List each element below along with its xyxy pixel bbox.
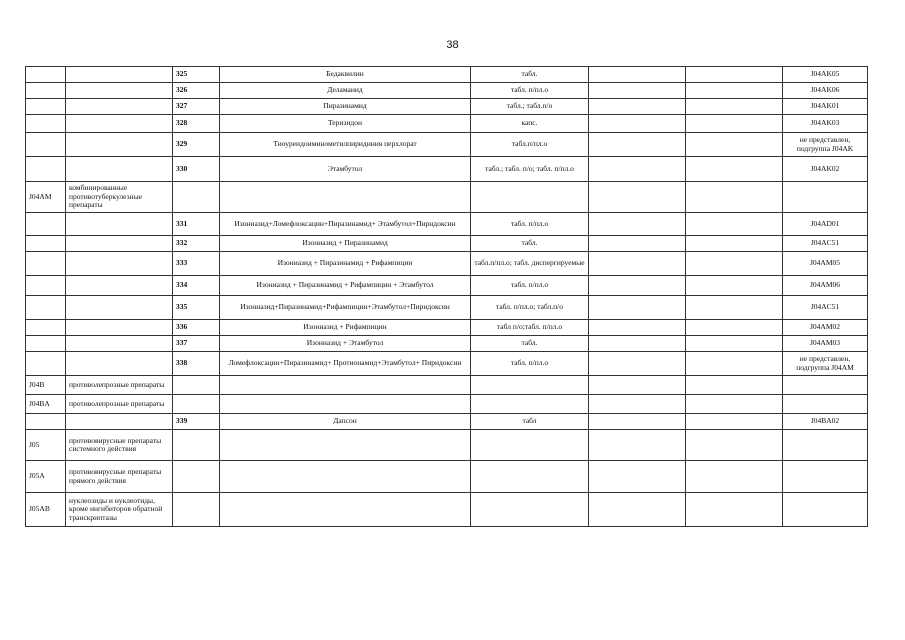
cell-name xyxy=(220,461,471,493)
cell-empty xyxy=(589,157,686,182)
cell-group xyxy=(66,133,173,157)
table-row xyxy=(26,157,868,182)
cell-group xyxy=(66,115,173,133)
cell-empty xyxy=(686,83,783,99)
table-row xyxy=(26,493,868,527)
cell-form: табл.п/пл.о; табл. диспергируемые xyxy=(471,252,589,276)
cell-code xyxy=(26,276,66,296)
cell-group xyxy=(66,276,173,296)
cell-form: табл. п/пл.о xyxy=(471,276,589,296)
cell-code xyxy=(26,252,66,276)
table-row xyxy=(26,133,868,157)
cell-name xyxy=(220,493,471,527)
cell-group xyxy=(66,236,173,252)
cell-code xyxy=(26,157,66,182)
cell-code xyxy=(26,99,66,115)
cell-empty xyxy=(686,320,783,336)
cell-form: капс. xyxy=(471,115,589,133)
cell-empty xyxy=(686,336,783,352)
cell-empty xyxy=(589,395,686,414)
cell-num: 338 xyxy=(173,352,220,376)
cell-code: J04AM xyxy=(26,182,66,213)
cell-atc xyxy=(783,493,868,527)
cell-group: нуклеозиды и нуклеотиды, кроме ингибиторов обратной транскриптазы xyxy=(66,493,173,527)
cell-name: Изониазид + Пиразинамид + Рифампицин + Этамбутол xyxy=(220,276,471,296)
cell-atc: J04AM03 xyxy=(783,336,868,352)
cell-empty xyxy=(589,276,686,296)
cell-name: Ломефлоксацин+Пиразинамид+ Протионамид+Этамбутол+ Пиридоксин xyxy=(220,352,471,376)
cell-atc: не представлен, подгруппа J04AK xyxy=(783,133,868,157)
cell-form xyxy=(471,182,589,213)
cell-form: табл. xyxy=(471,67,589,83)
cell-empty xyxy=(589,352,686,376)
cell-group xyxy=(66,157,173,182)
cell-code: J04BA xyxy=(26,395,66,414)
cell-code: J04B xyxy=(26,376,66,395)
cell-empty xyxy=(686,115,783,133)
cell-num xyxy=(173,182,220,213)
table-row xyxy=(26,67,868,83)
cell-form: табл. п/пл.о; табл.п/о xyxy=(471,296,589,320)
cell-group xyxy=(66,296,173,320)
table-row xyxy=(26,236,868,252)
cell-group xyxy=(66,213,173,236)
cell-empty xyxy=(589,493,686,527)
cell-name: Изониазид + Этамбутол xyxy=(220,336,471,352)
table-row xyxy=(26,83,868,99)
cell-num xyxy=(173,395,220,414)
cell-atc: J04AM05 xyxy=(783,252,868,276)
table-row xyxy=(26,276,868,296)
cell-atc: J04BA02 xyxy=(783,414,868,430)
cell-code xyxy=(26,336,66,352)
cell-group: комбинированные противотуберкулезные препараты xyxy=(66,182,173,213)
cell-empty xyxy=(686,99,783,115)
cell-num: 326 xyxy=(173,83,220,99)
cell-empty xyxy=(589,67,686,83)
cell-num: 325 xyxy=(173,67,220,83)
cell-num: 328 xyxy=(173,115,220,133)
cell-empty xyxy=(589,414,686,430)
cell-name: Бедаквилин xyxy=(220,67,471,83)
cell-code xyxy=(26,213,66,236)
cell-empty xyxy=(589,430,686,461)
cell-num: 336 xyxy=(173,320,220,336)
cell-form xyxy=(471,395,589,414)
cell-atc xyxy=(783,182,868,213)
cell-name: Изониазид + Пиразинамид xyxy=(220,236,471,252)
cell-empty xyxy=(686,376,783,395)
cell-empty xyxy=(686,493,783,527)
cell-atc: J04AM06 xyxy=(783,276,868,296)
cell-group: противолепрозные препараты xyxy=(66,376,173,395)
cell-group xyxy=(66,252,173,276)
table-row xyxy=(26,213,868,236)
cell-code xyxy=(26,115,66,133)
cell-name: Дапсон xyxy=(220,414,471,430)
cell-empty xyxy=(686,414,783,430)
table-row xyxy=(26,115,868,133)
cell-form: табл.; табл.п/о xyxy=(471,99,589,115)
cell-empty xyxy=(589,115,686,133)
cell-form: табл. п/пл.о xyxy=(471,352,589,376)
cell-atc: J04AK03 xyxy=(783,115,868,133)
table-row xyxy=(26,395,868,414)
cell-num: 335 xyxy=(173,296,220,320)
cell-group: противолепрозные препараты xyxy=(66,395,173,414)
cell-empty xyxy=(686,157,783,182)
cell-num: 331 xyxy=(173,213,220,236)
cell-num: 339 xyxy=(173,414,220,430)
cell-atc xyxy=(783,395,868,414)
table-row xyxy=(26,99,868,115)
cell-empty xyxy=(589,213,686,236)
cell-atc: J04AK06 xyxy=(783,83,868,99)
cell-atc: J04AC51 xyxy=(783,236,868,252)
cell-group xyxy=(66,83,173,99)
cell-atc xyxy=(783,430,868,461)
cell-group xyxy=(66,352,173,376)
cell-name: Пиразинамид xyxy=(220,99,471,115)
table-row xyxy=(26,252,868,276)
cell-num xyxy=(173,376,220,395)
cell-num xyxy=(173,430,220,461)
cell-num: 334 xyxy=(173,276,220,296)
cell-empty xyxy=(589,376,686,395)
table-row xyxy=(26,376,868,395)
cell-name: Изониазид+Пиразинамид+Рифампицин+Этамбутол+Пиридоксин xyxy=(220,296,471,320)
cell-name xyxy=(220,182,471,213)
cell-group: противовирусные препараты прямого действия xyxy=(66,461,173,493)
cell-empty xyxy=(589,182,686,213)
cell-empty xyxy=(589,83,686,99)
cell-name: Изониазид+Ломефлоксацин+Пиразинамид+ Этамбутол+Пиридоксин xyxy=(220,213,471,236)
cell-form xyxy=(471,430,589,461)
cell-atc: J04AM02 xyxy=(783,320,868,336)
cell-num: 329 xyxy=(173,133,220,157)
cell-empty xyxy=(589,99,686,115)
cell-name: Теризидон xyxy=(220,115,471,133)
cell-empty xyxy=(686,276,783,296)
cell-atc: J04AC51 xyxy=(783,296,868,320)
cell-code xyxy=(26,83,66,99)
cell-empty xyxy=(686,352,783,376)
cell-code: J05AB xyxy=(26,493,66,527)
cell-name: Деламанид xyxy=(220,83,471,99)
cell-empty xyxy=(686,430,783,461)
cell-code xyxy=(26,320,66,336)
cell-num: 330 xyxy=(173,157,220,182)
cell-empty xyxy=(589,133,686,157)
cell-group xyxy=(66,67,173,83)
cell-code xyxy=(26,296,66,320)
cell-empty xyxy=(589,320,686,336)
cell-name xyxy=(220,395,471,414)
cell-group xyxy=(66,336,173,352)
cell-group xyxy=(66,320,173,336)
cell-code: J05A xyxy=(26,461,66,493)
table-row xyxy=(26,336,868,352)
cell-name xyxy=(220,376,471,395)
cell-empty xyxy=(686,461,783,493)
cell-code xyxy=(26,67,66,83)
cell-form xyxy=(471,461,589,493)
cell-name xyxy=(220,430,471,461)
cell-code xyxy=(26,236,66,252)
cell-form: табл.п/пл.о xyxy=(471,133,589,157)
cell-empty xyxy=(589,336,686,352)
cell-atc xyxy=(783,461,868,493)
cell-empty xyxy=(589,252,686,276)
cell-empty xyxy=(686,67,783,83)
cell-empty xyxy=(686,252,783,276)
cell-empty xyxy=(686,182,783,213)
cell-atc: J04AK05 xyxy=(783,67,868,83)
cell-empty xyxy=(589,461,686,493)
table-row xyxy=(26,320,868,336)
table-row xyxy=(26,296,868,320)
cell-num xyxy=(173,461,220,493)
cell-name: Этамбутол xyxy=(220,157,471,182)
cell-empty xyxy=(686,236,783,252)
cell-atc: J04AK01 xyxy=(783,99,868,115)
cell-num xyxy=(173,493,220,527)
cell-atc xyxy=(783,376,868,395)
cell-empty xyxy=(686,395,783,414)
cell-empty xyxy=(686,133,783,157)
cell-atc: J04AD01 xyxy=(783,213,868,236)
cell-name: Изониазид + Пиразинамид + Рифампицин xyxy=(220,252,471,276)
cell-code xyxy=(26,352,66,376)
cell-empty xyxy=(686,296,783,320)
cell-form: табл xyxy=(471,414,589,430)
cell-empty xyxy=(589,236,686,252)
cell-form xyxy=(471,376,589,395)
cell-form: табл п/о;табл. п/пл.о xyxy=(471,320,589,336)
cell-code xyxy=(26,414,66,430)
cell-form xyxy=(471,493,589,527)
table-row xyxy=(26,352,868,376)
cell-form: табл. xyxy=(471,236,589,252)
cell-atc: J04AK02 xyxy=(783,157,868,182)
cell-num: 337 xyxy=(173,336,220,352)
page-number: 38 xyxy=(446,39,459,51)
cell-form: табл. п/пл.о xyxy=(471,213,589,236)
cell-form: табл. п/пл.о xyxy=(471,83,589,99)
cell-group: противовирусные препараты системного действия xyxy=(66,430,173,461)
table-row xyxy=(26,430,868,461)
cell-num: 327 xyxy=(173,99,220,115)
cell-num: 333 xyxy=(173,252,220,276)
table-row xyxy=(26,414,868,430)
cell-name: Тиоуреидоиминометилпиридиния перхлорат xyxy=(220,133,471,157)
table-row xyxy=(26,182,868,213)
cell-empty xyxy=(589,296,686,320)
cell-group xyxy=(66,414,173,430)
cell-empty xyxy=(686,213,783,236)
cell-name: Изониазид + Рифампицин xyxy=(220,320,471,336)
cell-atc: не представлен, подгруппа J04AM xyxy=(783,352,868,376)
cell-num: 332 xyxy=(173,236,220,252)
cell-form: табл. xyxy=(471,336,589,352)
cell-code: J05 xyxy=(26,430,66,461)
table-row xyxy=(26,461,868,493)
cell-form: табл.; табл. п/о; табл. п/пл.о xyxy=(471,157,589,182)
cell-code xyxy=(26,133,66,157)
cell-group xyxy=(66,99,173,115)
drug-table xyxy=(25,66,868,527)
